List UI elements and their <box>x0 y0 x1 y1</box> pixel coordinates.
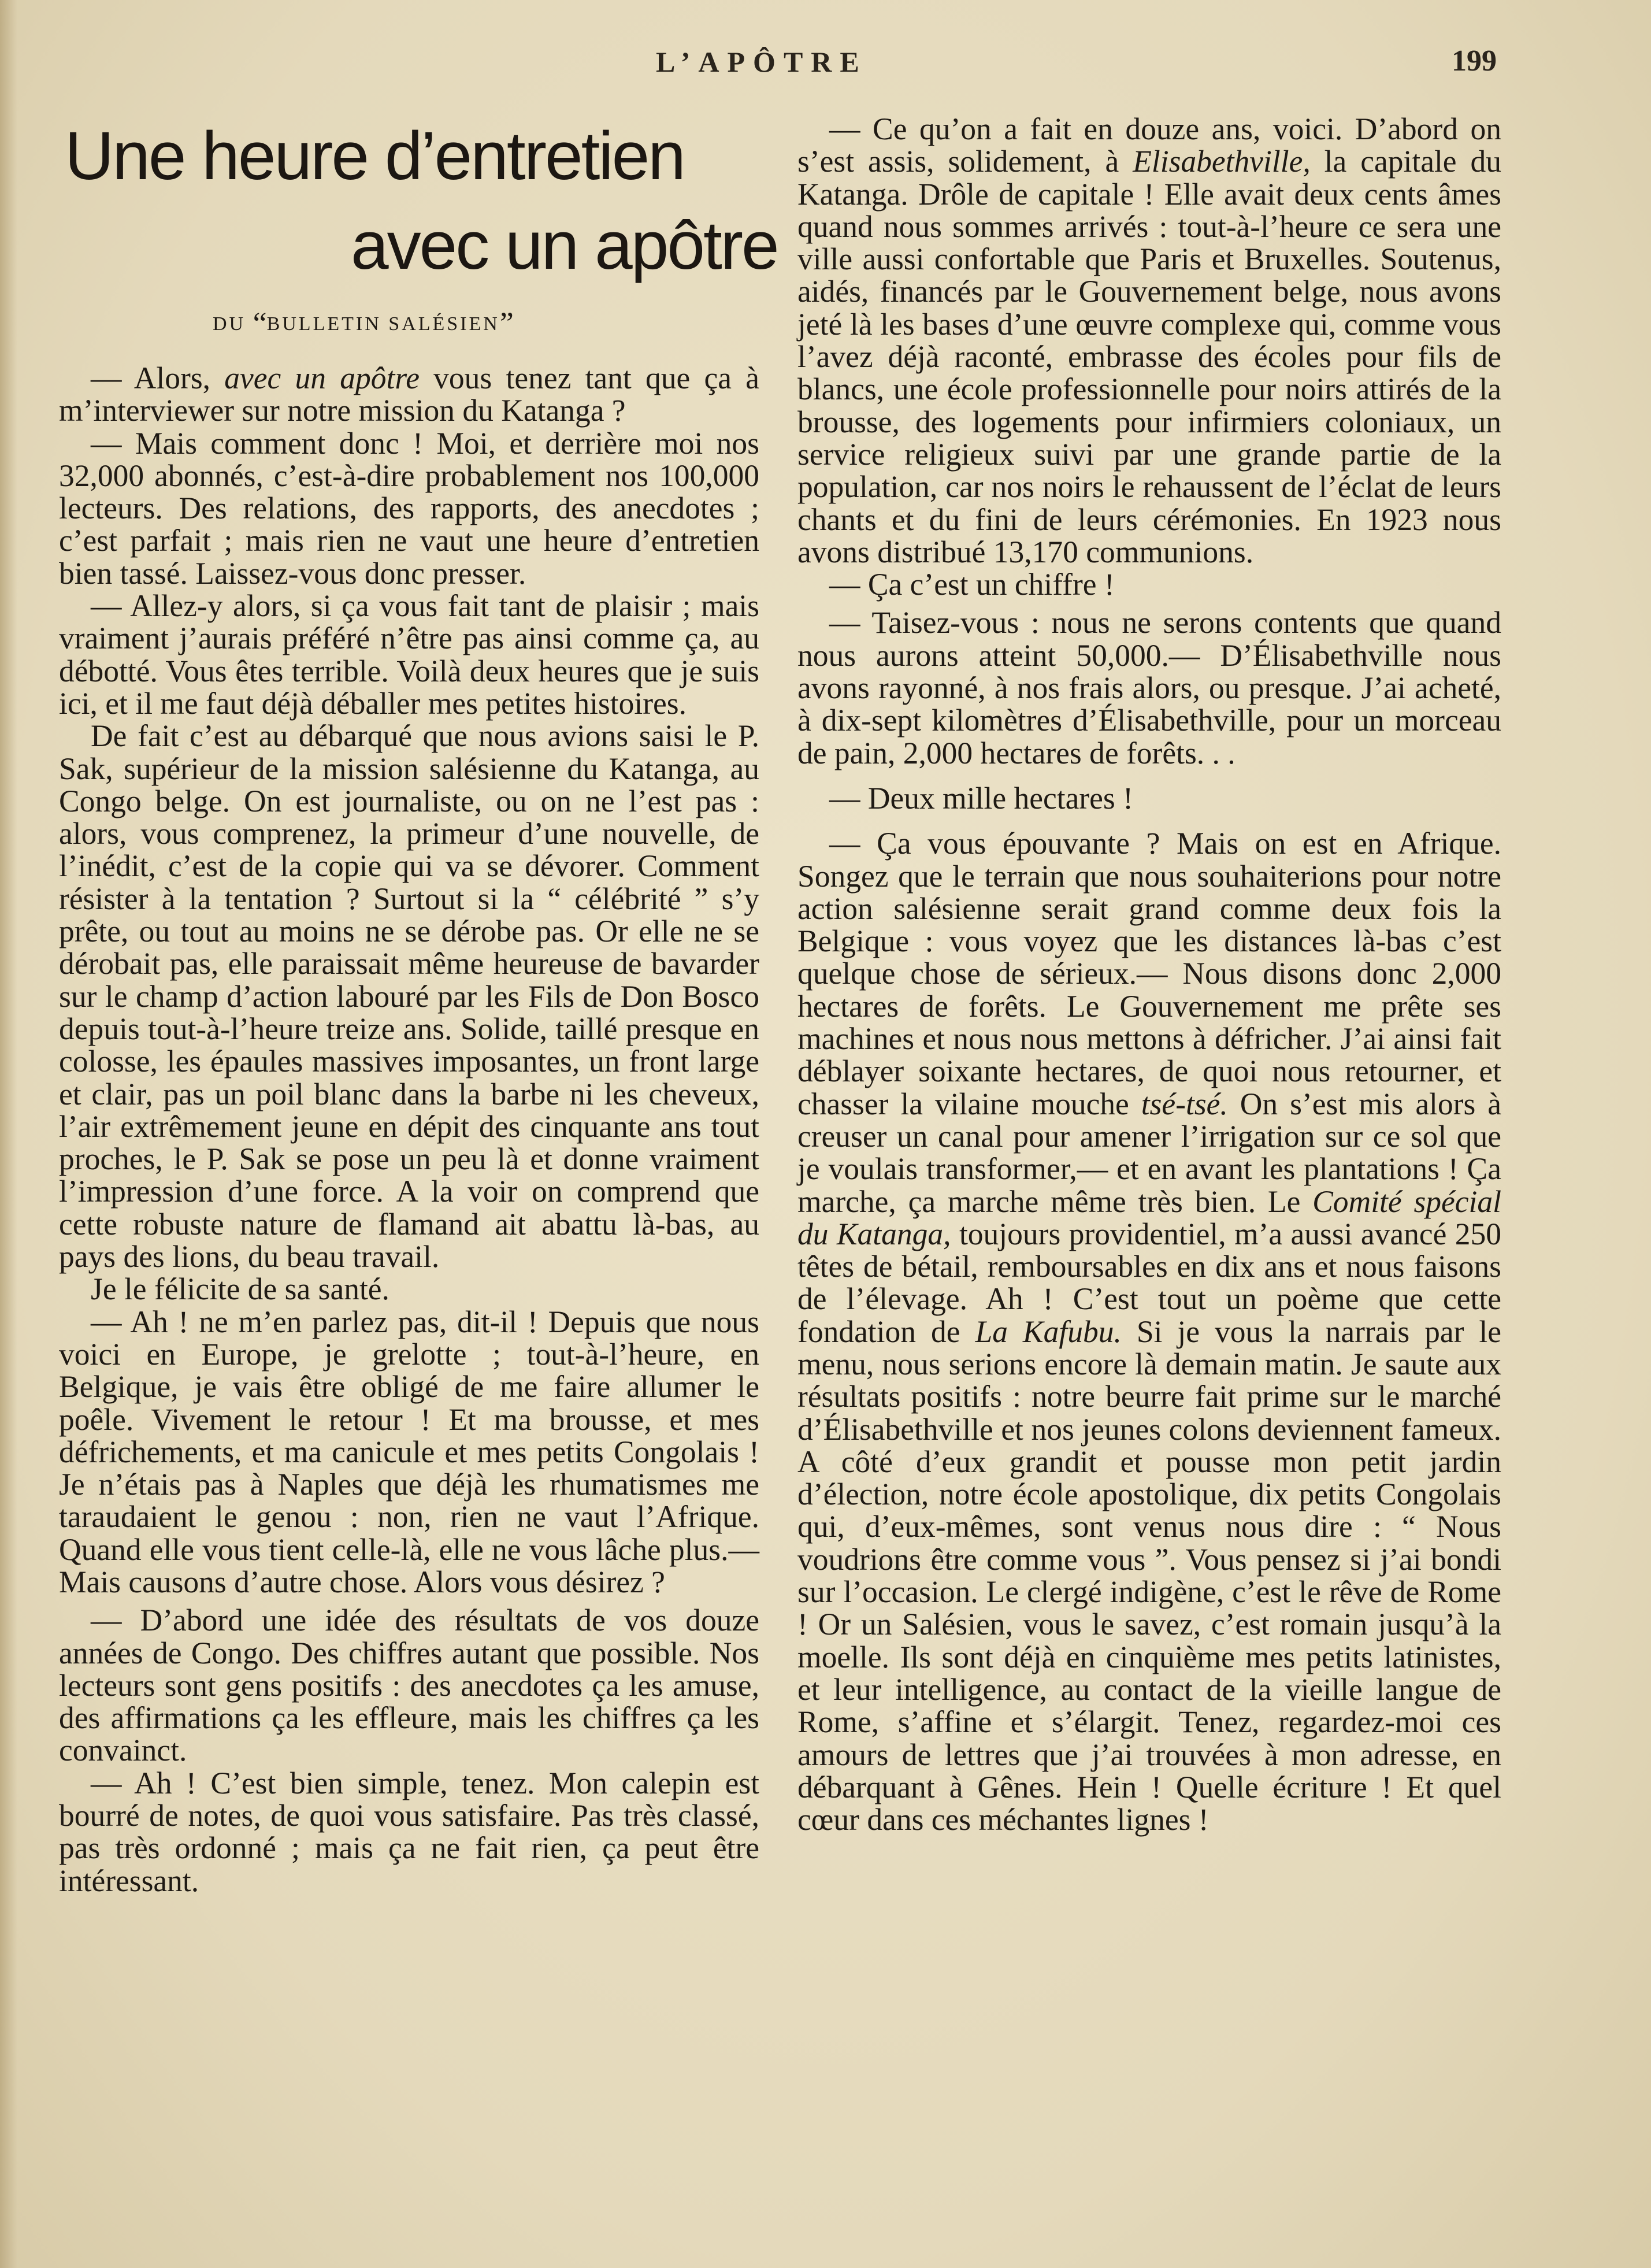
paragraph: — D’abord une idée des résultats de vos douze années de Congo. Des chiffres autant que possible. Nos lecteurs sont gens positifs : des anecdotes ça les amuse, des affirmations ça les effleure, mais les chiffres ça les convainct. <box>59 1603 759 1768</box>
right-column <box>797 113 1501 1836</box>
paragraph: — Ça vous épouvante ? Mais on est en Afrique. Songez que le terrain que nous souhaiterions pour notre action salésienne serait grand comme deux fois la Belgique : vous voyez que les distances là-bas c’est quelque chose de sérieux.— Nous disons donc 2,000 hectares de forêts. Le Gouvernement me prête ses machines et nous nous mettons à défricher. J’ai ainsi fait déblayer soixante hectares, de quoi nous retourner, et chasser la vilaine mouche tsé-tsé. On s’est mis alors à creuser un canal pour amener l’irrigation sur ce sol que je voulais transformer,— et en avant les plantations ! Ça marche, ça marche même très bien. Le Comité spécial du Katanga, toujours providentiel, m’a aussi avancé 250 têtes de bétail, remboursables en dix ans et nous faisons de l’élevage. Ah ! C’est tout un poème que cette fondation de La Kafubu. Si je vous la narrais par le menu, nous serions encore là demain matin. Je saute aux résultats positifs : notre beurre fait prime sur le marché d’Élisabethville et nos jeunes colons deviennent fameux. A côté d’eux grandit et pousse mon petit jardin d’élection, notre école apostolique, dix petits Congolais qui, d’eux-mêmes, sont venus nous dire : “ Nous voudrions être comme vous ”. Vous pensez si j’ai bondi sur l’occasion. Le clergé indigène, c’est le rêve de Rome ! Or un Salésien, vous le savez, c’est romain jusqu’à la moelle. Ils sont déjà en cinquième mes petits latinistes, et leur intelligence, au contact de la vieille langue de Rome, s’affine et s’élargit. Tenez, regardez-moi ces amours de lettres que j’ai trouvées à mon adresse, en débarquant à Gênes. Hein ! Quelle écriture ! Et quel cœur dans ces méchantes lignes ! <box>797 826 1501 1837</box>
paragraph: — Ce qu’on a fait en douze ans, voici. D’abord on s’est assis, solidement, à Elisabethville, la capitale du Katanga. Drôle de capitale ! Elle avait deux cents âmes quand nous sommes arrivés : tout-à-l’heure ce sera une ville aussi confortable que Paris et Bruxelles. Soutenus, aidés, financés par le Gouvernement belge, nous avons jeté là les bases d’une œuvre complexe qui, comme vous l’avez déjà raconté, embrasse des écoles pour fils de blancs, une école professionnelle pour noirs attirés de la brousse, des logements pour infirmiers coloniaux, un service religieux suivi par une grande partie de la population, car nos noirs le rehaussent de l’éclat de leurs chants et du fini de leurs cérémonies. En 1923 nous avons distribué 13,170 communions. <box>797 112 1502 569</box>
paragraph: Je le félicite de sa santé. <box>91 1272 389 1307</box>
left-column <box>59 362 759 1897</box>
paragraph: — Ah ! ne m’en parlez pas, dit-il ! Depuis que nous voici en Europe, je grelotte ; tout-à-l’heure, en Belgique, je vais être obligé de me faire allumer le poêle. Vivement le retour ! Et ma brousse, et mes défrichements, et ma canicule et mes petits Congolais ! Je n’étais pas à Naples que déjà les rhumatismes me taraudaient le genou : non, rien ne vaut l’Afrique. Quand elle vous tient celle-là, elle ne vous lâche plus.— Mais causons d’autre chose. Alors vous désirez ? <box>59 1304 759 1599</box>
article-source <box>213 305 514 341</box>
source-name: BULLETIN SALÉSIEN <box>266 313 500 335</box>
source-prefix: DU <box>213 313 246 335</box>
paragraph: — Deux mille hectares ! <box>829 780 1133 816</box>
source-close-quote: ” <box>499 306 514 340</box>
paragraph: — Taisez-vous : nous ne serons contents que quand nous aurons atteint 50,000.— D’Élisabethville nous avons rayonné, à nos frais alors, ou presque. J’ai acheté, à dix-sept kilomètres d’Élisabethville, pour un morceau de pain, 2,000 hectares de forêts. . . <box>797 605 1501 770</box>
paragraph: — Alors, avec un apôtre vous tenez tant que ça à m’interviewer sur notre mission du Katanga ? <box>59 361 759 428</box>
paragraph: De fait c’est au débarqué que nous avions saisi le P. Sak, supérieur de la mission salésienne du Katanga, au Congo belge. On est journaliste, ou on ne l’est pas : alors, vous comprenez, la primeur d’une nouvelle, de l’inédit, c’est de la copie qui va se dévorer. Comment résister à la tentation ? Surtout si la “ célébrité ” s’y prête, ou tout au moins ne se dérobe pas. Or elle ne se dérobait pas, elle paraissait même heureuse de bavarder sur le champ d’action labouré par les Fils de Don Bosco depuis tout-à-l’heure treize ans. Solide, taillé presque en colosse, les épaules massives imposantes, un front large et clair, pas un poil blanc dans la barbe ni les cheveux, l’air extrêmement jeune en dépit des cinquante ans tout proches, le P. Sak se pose un peu là et donne vraiment l’impression d’une force. A la voir on comprend que cette robuste nature de flamand ait abattu là-bas, au pays des lions, du beau travail. <box>59 718 759 1274</box>
paragraph: — Mais comment donc ! Moi, et derrière moi nos 32,000 abonnés, c’est-à-dire probablement nos 100,000 lecteurs. Des relations, des rapports, des anecdotes ; c’est parfait ; mais rien ne vaut une heure d’entretien bien tassé. Laissez-vous donc presser. <box>59 425 759 591</box>
running-head: L’APÔTRE <box>656 46 867 78</box>
paragraph: — Ah ! C’est bien simple, tenez. Mon calepin est bourré de notes, de quoi vous satisfaire. Pas très classé, pas très ordonné ; mais ça ne fait rien, ça peut être intéressant. <box>59 1765 759 1898</box>
source-open-quote: “ <box>253 306 267 340</box>
paragraph: — Allez-y alors, si ça vous fait tant de plaisir ; mais vraiment j’aurais préféré n’être pas ainsi comme ça, au débotté. Vous êtes terrible. Voilà deux heures que je suis ici, et il me faut déjà déballer mes petites histoires. <box>59 588 759 721</box>
article-title-line-1: Une heure d’entretien <box>65 118 684 194</box>
paragraph: — Ça c’est un chiffre ! <box>829 567 1115 602</box>
article-title-line-2: avec un apôtre <box>351 207 778 284</box>
page-number: 199 <box>1452 45 1497 77</box>
